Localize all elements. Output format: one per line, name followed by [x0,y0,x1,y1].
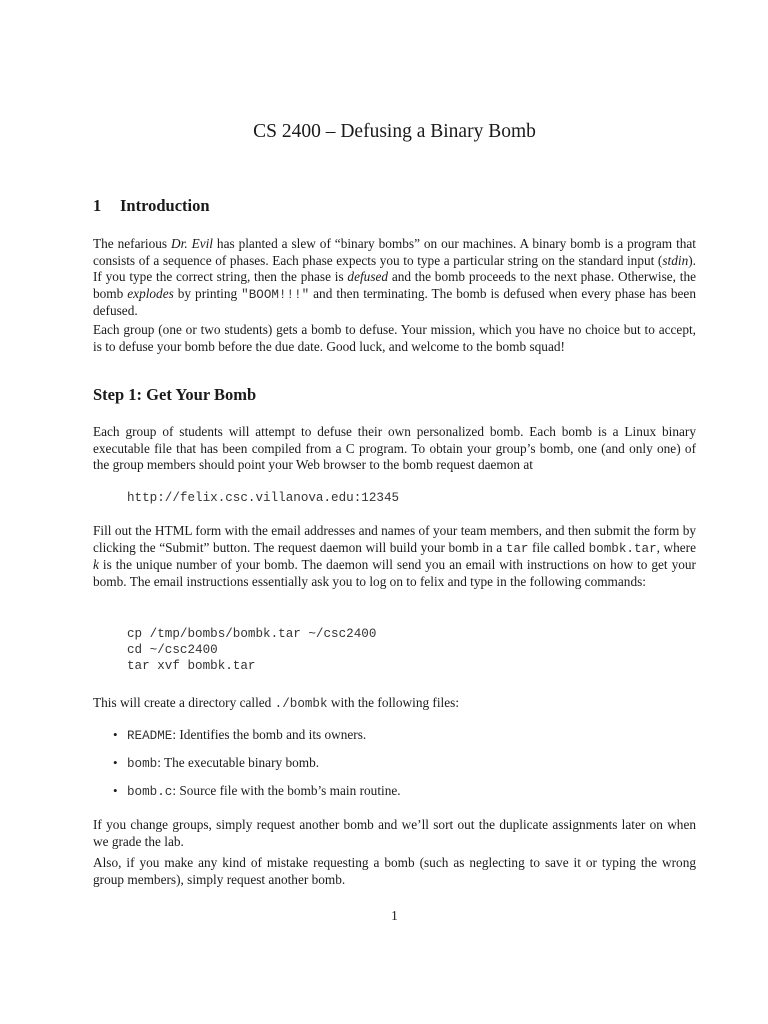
text: and the bomb proceeds to the next phase. Otherwise, the bomb [93,269,697,301]
list-item [93,755,401,773]
bullet-icon: • [113,755,118,771]
step1-paragraph-2 [93,523,696,590]
text: , where [656,539,697,555]
bomb-request-url: http://felix.csc.villanova.edu:12345 [127,491,400,505]
commands-block [127,626,376,675]
text: by printing [173,285,242,301]
text: file called [528,539,589,555]
intro-paragraph-1 [93,236,696,320]
section-heading-introduction [93,196,210,216]
file-description: : Identifies the bomb and its owners. [172,727,367,742]
file-description: : Source file with the bomb’s main routine. [172,783,401,799]
list-item [93,727,401,745]
file-description: : The executable binary bomb. [157,755,320,771]
k-variable: k [93,557,99,573]
text: ). If you type the correct string, then the phase is [93,252,696,285]
text: Fill out the HTML form with the email addresses and names of your team members, and then submit the form by clicking the “Submit” button. The request daemon will build your bomb in a [93,523,696,555]
text: with the following files: [327,695,460,710]
file-list [93,727,401,812]
file-name: bomb.c [127,785,173,800]
section-title: Introduction [120,196,210,215]
step1-paragraph-3 [93,695,696,713]
step1-heading: Step 1: Get Your Bomb [93,385,257,404]
defused-text: defused [347,269,389,285]
file-name: bomb [127,757,158,772]
document-title: CS 2400 – Defusing a Binary Bomb [253,121,536,142]
directory-code: ./bombk [274,697,328,711]
page-number: 1 [391,908,398,923]
dr-evil-text: Dr. Evil [171,236,213,251]
text: The nefarious [93,236,172,251]
text: is the unique number of your bomb. The daemon will send you an email with instructions on how to get your bomb. The email instructions essentially ask you to log on to felix and type in the following commands: [93,557,696,589]
intro-paragraph-2: Each group (one or two students) gets a bomb to defuse. Your mission, which you have no choice but to accept, is to defuse your bomb before the due date. Good luck, and welcome to the bomb squad! [93,322,696,354]
text: and then terminating. The bomb is defused when every phase has been defused. [93,285,696,319]
step1-paragraph-1: Each group of students will attempt to defuse their own personalized bomb. Each bomb is a Linux binary executable file that has been compiled from a C program. To obtain your group’s bomb, one (and only one) of the group members should point your Web browser to the bomb request daemon at [93,424,696,473]
list-item [93,783,401,801]
stdin-text: stdin [662,252,689,268]
text: This will create a directory called [93,695,275,710]
step1-paragraph-4: If you change groups, simply request another bomb and we’ll sort out the duplicate assignments later on when we grade the lab. [93,817,696,849]
boom-code: "BOOM!!!" [241,287,310,302]
command-line: tar xvf bombk.tar [127,659,256,674]
bombk-tar-code: bombk.tar [588,541,657,556]
explodes-text: explodes [127,285,174,301]
step1-paragraph-5: Also, if you make any kind of mistake requesting a bomb (such as neglecting to save it or typing the wrong group members), simply request another bomb. [93,855,696,887]
command-line: cd ~/csc2400 [127,643,218,658]
section-number: 1 [93,196,102,215]
text: has planted a slew of “binary bombs” on our machines. A binary bomb is a program that consists of a sequence of phases. Each phase expects you to type a particular string on the standard input ( [93,236,697,268]
tar-code: tar [505,541,529,556]
bullet-icon: • [113,783,118,799]
bullet-icon: • [113,727,118,742]
file-name: README [127,729,173,743]
command-line: cp /tmp/bombs/bombk.tar ~/csc2400 [127,627,377,641]
